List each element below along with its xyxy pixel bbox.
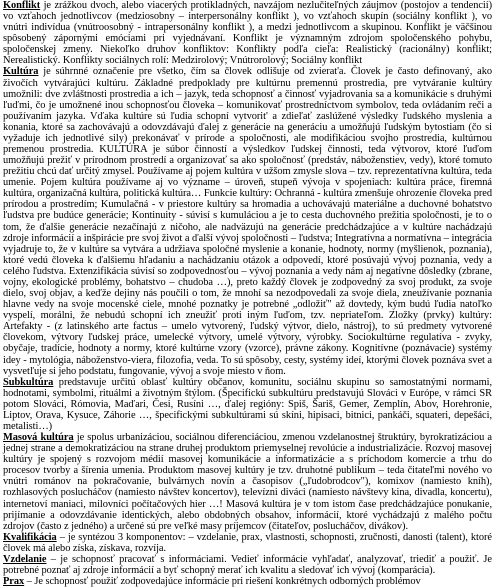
paragraph-masova-kultura (3, 432, 492, 532)
paragraph-text: je súhrnné označenie pre všetko, čím sa človek odlišuje od zvierat'a. Človek je často definovaný, ako živočích vytvárajúci kultúru. Základné predpoklady pre kultúrnu premennú prostredia, pre vytváranie kultúry umožnili: dve zvláštnosti prostredia a ich – jazyk, teda schopnosť a činnosť vyjadrovania sa a komunikácie s druhými ľuďmi, čo je umožnené inou schopnosťou človeka – komunikovať prostredníctvom symbolov, teda ovládaním reči a používaním jazyka. Vďaka kultúre sú ľudia schopní vytvorit' a zdieľať zaslúžené výsledky ľudského myslenia a konania, ktoré sa zachovávajú a odovzdávajú ďalej z generácie na generáciu a umožňujú ľudským bytostiam (čo si vyžaduje ich jednotlivé sily) prekonávať v prírode a spoločnosti, ale modifikáciou svojho prostredia, kultúrnou premenou prostredia. KULTÚRA je súbor činností a výsledkov ľudskej činnosti, teda výtvorov, ktoré ľuďom umožňujú prežiť v prírodnom prostredí a organizovať sa ako spoločnosť (predstáv, náboženstiev, vedy), ktoré tomuto prežitiu chcú dať určitý zmysel. Používame aj pojem kultúra v užšom zmysle slova – tzv. reprezentatívna kultúra, teda umenie. Pojem kultúra používame aj vo význame – úroveň, stupeň vývoja v spojeniach: kultúra práce, firemná kultúra, organizačná kultúra, politická kultúra… Funkcie kultúry: Ochranná - kultúra zmenšuje ohrozenie človeka pred prírodou a prostredím; Kumulačná - v priestore kultúry sa hromadia a uchovávajú materiálne a duchovné bohatstvo ľudstva pre budúce generácie; Kontinuity - súvisí s kumuláciou a je to cesta duchovného prežitia spoločnosti, je to o tom, že ďalšie generácie nezačínajú z ničoho, ale nadväzujú na generácie predchádzajúce a v kultúre nachádzajú zdroje informácií a inšpirácie pre svoj život a ďalší vývoj spoločnosti – ľudstva; Integratívna a normatívna – integrácia vyjadruje to, že v kultúre sa vytvára a udržiava spoločné myslenie a konanie, hodnoty, normy (myšlienok, poznania), ktoré vedú človeka k ďalšiemu hľadaniu a nachádzaniu otázok a odpovedí, ktoré posúvajú vývoj poznania, vedy a celého ľudstva. Extenzifikácia súvisí so zodpovednosťou – vývoj poznania a vedy nám aj negatívne dôsledky (zbrane, vojny, ekologické problémy, bohatstvo – chudoba …), preto každý človek je zodpovedný za svoj produkt, za svoje dielo, svoj objav, a keďže dejiny nás poučili o tom, že mnohí sa nezodpovedali za svoje diela, zneužívanie poznania hlavne vedy na svoje mocenské ciele, mnohé poznatky je potrebné „odložiť" až dovtedy, kým budú ľudia natoľko vyspelí, morálni, že nebudú schopní ich zneužiť proti iným ľuďom, tzv. nepriateľom. Zložky (prvky) kultúry: Artefakty - (z latinského arte factus – umelo vytvorený, ľudský výtvor, dielo, nástroj), to sú predmety vytvorené človekom, výtvory ľudskej práce, umelecké výtvory, umelé výtvory, výrobky. Sociokultúrne regulatíva - zvyky, obyčaje, tradície, hodnoty a normy, ktoré kultúrne vzory (vzorce), právne zákony. Kognitívne (poznávacie) systémy idey - mytológia, náboženstvo-viera, filozofia, veda. To sú spôsoby, cesty, systémy ideí, ktorými človek poznáva svet a vysvetľuje si jeho podstatu, fungovanie, vývoj a svoje miesto v ňom. (3, 66, 492, 377)
term-konflikt: Konflikt (3, 0, 41, 11)
paragraph-text: je spolus urbanizáciou, sociálnou diferenciáciou, zmenou vzdelanostnej štruktúry, byrokratizáciou a jednej strane a demokratizáciou na strane druhej produktom priemyselnej revolúcie a industrializácie. Rozvoj masovej kultúry je spojený s rozvojom médií masovej komunikácie a informatizácie a s príchodom komercie a trhu do procesov tvorby a šírenia umenia. Produktom masovej kultúry je tzv. druhotné publikum – teda čitateľmi nového vo vnútri románov na pokračovanie, bulvárnych novín a časopisov („ľudobrodcov"), komixov (namiesto kníh), rozhlasových poslucháčov (namiesto návštev koncertov), televízni diváci (namiesto návštevy kina, divadla, koncertu), internetoví maniaci, milovníci počítačových hier …! Masová kultúra je v tom istom čase predchádzajúce ponukanie, prijímanie a odovzdávanie identických, alebo obdobných obsahov, informácií, ktoré vychádzajú z malého počtu zdrojov (často z jedného) a určené sú pre veľké masy príjemcov (čitateľov, poslucháčov, divákov). (3, 432, 492, 532)
term-vzdelanie: Vzdelanie (3, 553, 47, 565)
term-subkultura: Subkultúra (3, 376, 54, 388)
paragraph-text: – Je schopnosť použiť zodpovedajúce informácie pri riešení konkrétnych odborných problémov (24, 576, 421, 587)
paragraph-prax (3, 576, 492, 587)
paragraph-vzdelanie (3, 554, 492, 576)
term-prax: Prax (3, 576, 25, 587)
paragraph-text: predstavuje určitú oblasť kultúry občanov, komunitu, sociálnu skupinu so samostatnými normami, hodnotami, symbolmi, rituálmi a životným štýlom. (Špecifickú subkultúru predstavujú Slováci v Európe, v rámci SR potom Slováci, Rómovia, Maďari, Česi, Rusíni …, ďalej regióny: Spiš, Šariš, Gemer, Zemplín, Abov, Horehronie, Liptov, Orava, Kysuce, Záhorie …, špecifickými subkultúrami sú skíni, hipisaci, bitnici, pankáči, squateri, depešáci, metalisti…) (3, 376, 492, 432)
term-kvalifikacia: Kvalifikácia (3, 531, 57, 543)
paragraph-subkultura (3, 377, 492, 432)
term-masova-kultura: Masová kultúra (3, 432, 74, 444)
term-kultura: Kultúra (3, 66, 39, 78)
paragraph-text: – je schopnosť pracovať s informáciami. Vedieť informácie vyhľadať, analyzovať, triediť a použiť. Je potrebné poznať aj zdroje informácií a byť schopný merať ich kvalitu a sledovať ich vývoj (komparácia). (3, 553, 492, 576)
paragraph-konflikt (3, 0, 492, 66)
paragraph-kvalifikacia (3, 532, 492, 554)
paragraph-text: je zrážkou dvoch, alebo viacerých protikladných, navzájom nezlučiteľných záujmov (postojov a tendencií) vo vzťahoch jednotlivcov (medziosobny – interpersonálny konflikt ), vo vzťahoch skupín (sociálny konflikt ), vo vnútri indivídua (vnútroosobný - intrapersonálny konflikt ), a medzi jednotlivcom a skupinou. Konflikt je väčšinou spôsobený zápornými emóciami pri vyjednávaní. Konflikt je významným zdrojom spoločenského pohybu, spoločenskej zmeny. Niekoľko druhov konfliktov: Konflikty podľa cieľa: Realistický (racionálny) konflikt; Nerealistický. Konflikty sociálnych rolí: Medzirolový; Vnútrorolový; Sociálny konflikt (3, 0, 492, 67)
paragraph-kultura (3, 66, 492, 376)
paragraph-text: – je syntézou 3 komponentov: – vzdelanie, prax, vlastnosti, schopnosti, zručnosti, danosti (talent), ktoré človek má alebo získa, získava, rozvíja. (3, 531, 492, 554)
